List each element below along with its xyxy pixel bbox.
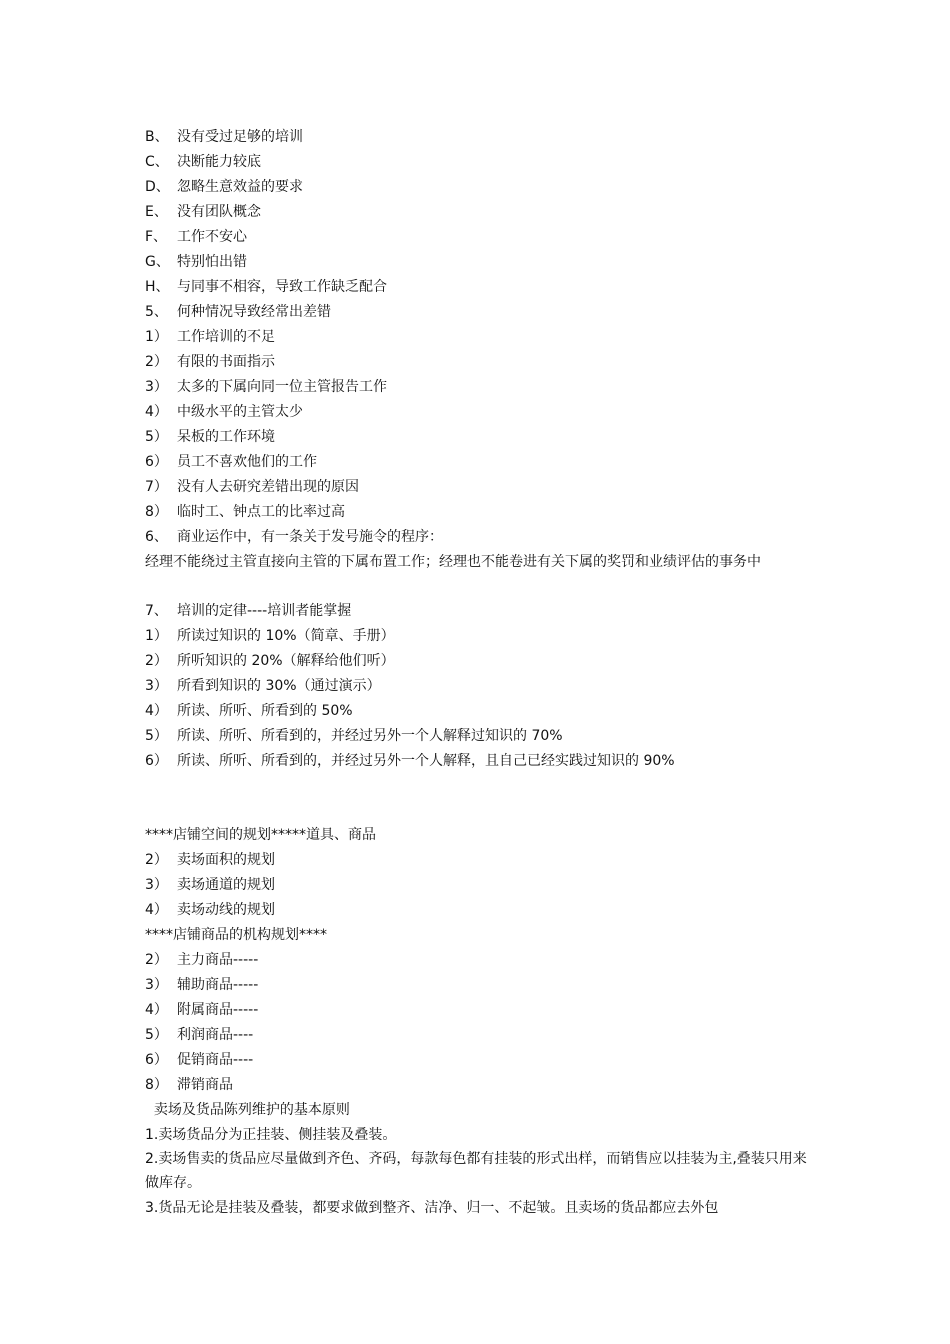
list-marker: C、 [145, 154, 169, 170]
list-item [145, 253, 810, 271]
list-marker: 6） [145, 1052, 168, 1068]
list-item [145, 453, 810, 471]
list-item [145, 851, 810, 869]
list-marker: 4） [145, 902, 168, 918]
list-marker: F、 [145, 229, 168, 245]
list-text: 商业运作中，有一条关于发号施令的程序： [177, 529, 443, 545]
list-marker: H、 [145, 279, 170, 295]
section-heading: ****店铺空间的规划*****道具、商品 [145, 827, 376, 843]
list-marker: D、 [145, 179, 170, 195]
list-text: 没有人去研究差错出现的原因 [177, 479, 359, 495]
paragraph: 3.货品无论是挂装及叠装，都要求做到整齐、洁净、归一、不起皱。且卖场的货品都应去外包 [145, 1200, 719, 1216]
list-item [145, 1051, 810, 1069]
list-text: 有限的书面指示 [177, 354, 275, 370]
list-item [145, 403, 810, 421]
list-text: 没有受过足够的培训 [177, 129, 303, 145]
list-marker: 3） [145, 379, 168, 395]
list-text: 所听知识的 20%（解释给他们听） [177, 653, 395, 669]
list-item [145, 1076, 810, 1094]
list-marker: 4） [145, 1002, 168, 1018]
list-text: 呆板的工作环境 [177, 429, 275, 445]
section-heading: ****店铺商品的机构规划**** [145, 927, 327, 943]
list-item [145, 702, 810, 720]
list-marker: 6、 [145, 529, 168, 545]
list-item [145, 677, 810, 695]
list-marker: 1） [145, 628, 168, 644]
list-text: 主力商品----- [177, 952, 259, 968]
paragraph: 2.卖场售卖的货品应尽量做到齐色、齐码，每款每色都有挂装的形式出样，而销售应以挂装为主,叠装只用来做库存。 [145, 1151, 807, 1191]
list-marker: 5） [145, 728, 168, 744]
list-marker: 5） [145, 1027, 168, 1043]
list-text: 工作培训的不足 [177, 329, 275, 345]
list-marker: E、 [145, 204, 168, 220]
list-item [145, 178, 810, 196]
list-marker: 8） [145, 1077, 168, 1093]
list-marker: 1） [145, 329, 168, 345]
section-heading [145, 528, 810, 546]
list-item [145, 1026, 810, 1044]
list-item [145, 203, 810, 221]
list-item [145, 153, 810, 171]
list-marker: 8） [145, 504, 168, 520]
list-text: 促销商品---- [177, 1052, 254, 1068]
list-text: 中级水平的主管太少 [177, 404, 303, 420]
list-text: 卖场动线的规划 [177, 902, 275, 918]
list-marker: 6） [145, 454, 168, 470]
list-marker: 5、 [145, 304, 168, 320]
section-heading [145, 303, 810, 321]
list-item [145, 228, 810, 246]
list-marker: 7） [145, 479, 168, 495]
list-marker: 4） [145, 703, 168, 719]
list-item [145, 353, 810, 371]
list-item [145, 727, 810, 745]
list-item [145, 378, 810, 396]
list-text: 与同事不相容，导致工作缺乏配合 [177, 279, 387, 295]
list-item [145, 328, 810, 346]
list-marker: 2） [145, 952, 168, 968]
list-marker: 3） [145, 877, 168, 893]
list-text: 卖场面积的规划 [177, 852, 275, 868]
list-text: 所读、所听、所看到的，并经过另外一个人解释，且自己已经实践过知识的 90% [177, 753, 675, 769]
list-item [145, 652, 810, 670]
section-heading: 卖场及货品陈列维护的基本原则 [145, 1102, 350, 1118]
list-item [145, 876, 810, 894]
list-item [145, 951, 810, 969]
list-text: 何种情况导致经常出差错 [177, 304, 331, 320]
list-marker: B、 [145, 129, 169, 145]
list-text: 忽略生意效益的要求 [177, 179, 303, 195]
list-text: 卖场通道的规划 [177, 877, 275, 893]
list-marker: 4） [145, 404, 168, 420]
list-text: 所读、所听、所看到的 50% [177, 703, 353, 719]
list-text: 辅助商品----- [177, 977, 259, 993]
list-text: 特别怕出错 [177, 254, 247, 270]
list-marker: 5） [145, 429, 168, 445]
list-item [145, 976, 810, 994]
list-text: 附属商品----- [177, 1002, 259, 1018]
list-marker: 3） [145, 678, 168, 694]
list-text: 所读过知识的 10%（简章、手册） [177, 628, 395, 644]
list-item [145, 278, 810, 296]
list-marker: 6） [145, 753, 168, 769]
list-text: 所读、所听、所看到的，并经过另外一个人解释过知识的 70% [177, 728, 563, 744]
list-text: 临时工、钟点工的比率过高 [177, 504, 345, 520]
list-marker: 7、 [145, 603, 168, 619]
list-text: 滞销商品 [177, 1077, 233, 1093]
list-marker: 2） [145, 354, 168, 370]
list-text: 决断能力较底 [177, 154, 261, 170]
list-marker: G、 [145, 254, 170, 270]
list-text: 培训的定律----培训者能掌握 [177, 603, 352, 619]
list-item [145, 627, 810, 645]
list-marker: 3） [145, 977, 168, 993]
section-heading [145, 602, 810, 620]
list-text: 员工不喜欢他们的工作 [177, 454, 317, 470]
list-text: 工作不安心 [177, 229, 247, 245]
list-text: 太多的下属向同一位主管报告工作 [177, 379, 387, 395]
list-text: 没有团队概念 [177, 204, 261, 220]
list-item [145, 428, 810, 446]
paragraph: 经理不能绕过主管直接向主管的下属布置工作；经理也不能卷进有关下属的奖罚和业绩评估的事务中 [145, 554, 761, 570]
list-marker: 2） [145, 852, 168, 868]
list-item [145, 901, 810, 919]
list-item [145, 503, 810, 521]
list-text: 利润商品---- [177, 1027, 254, 1043]
list-item [145, 752, 810, 770]
list-item [145, 128, 810, 146]
list-marker: 2） [145, 653, 168, 669]
list-text: 所看到知识的 30%（通过演示） [177, 678, 381, 694]
list-item [145, 478, 810, 496]
paragraph: 1.卖场货品分为正挂装、侧挂装及叠装。 [145, 1127, 397, 1143]
list-item [145, 1001, 810, 1019]
